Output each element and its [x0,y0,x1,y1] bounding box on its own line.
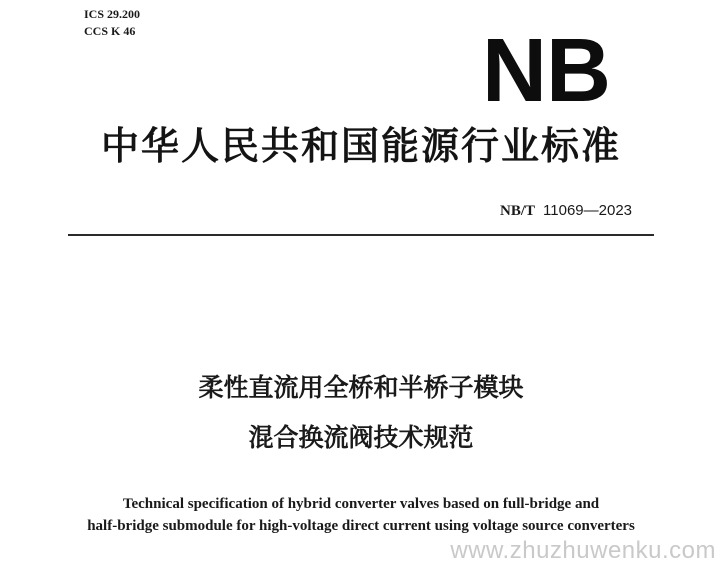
classification-codes [84,6,140,40]
organization-title: 中华人民共和国能源行业标准 [100,124,621,168]
header-divider [68,234,654,236]
ccs-code: CCS K 46 [84,24,136,38]
standard-number [500,200,632,221]
nb-logo: NB [482,21,610,121]
standard-code: 11069—2023 [543,202,632,219]
english-title-line-2: half-bridge submodule for high-voltage direct current using voltage source converters [87,518,635,534]
chinese-title-line-1: 柔性直流用全桥和半桥子模块 [198,373,524,402]
standard-prefix: NB/T [500,203,536,219]
english-title-line-1: Technical specification of hybrid converter valves based on full-bridge and [122,496,600,512]
ics-code: ICS 29.200 [84,7,141,21]
watermark: www.zhuzhuwenku.com [450,537,716,564]
chinese-title-line-2: 混合换流阀技术规范 [248,423,474,452]
